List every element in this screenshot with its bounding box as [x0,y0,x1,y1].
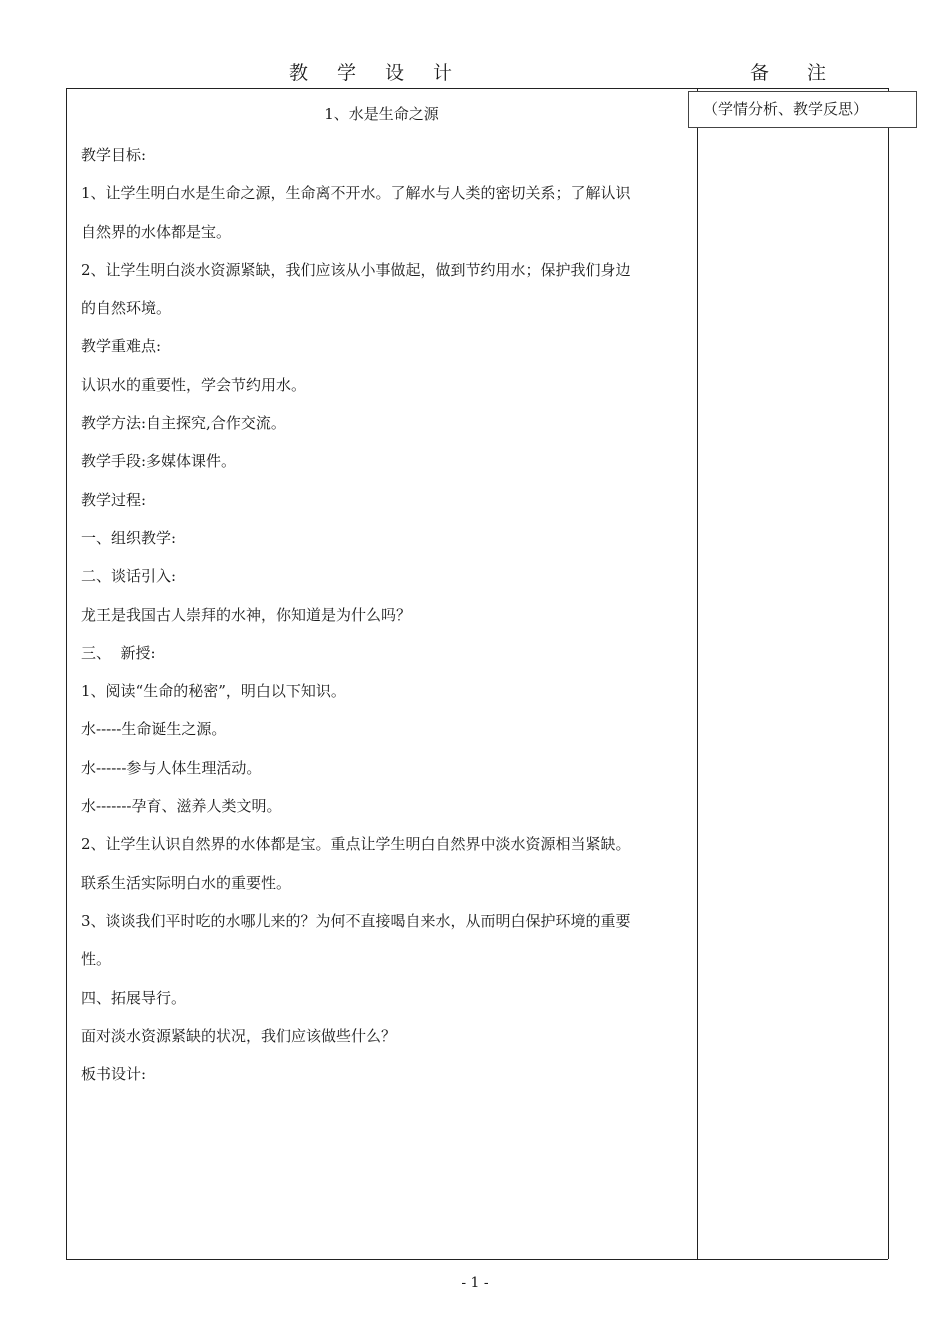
lesson-content [81,136,691,1093]
table-right-border [888,88,889,1259]
table-top-border [66,88,888,89]
content-line: 性。 [81,950,112,969]
content-line: 面对淡水资源紧缺的状况，我们应该做些什么？ [81,1026,397,1045]
content-line: 水-------孕育、滋养人类文明。 [81,797,282,816]
content-line: 教学过程: [81,490,147,509]
content-line: 1、阅读“生命的秘密”，明白以下知识。 [81,682,346,701]
content-line: 教学目标: [81,146,147,164]
table-left-border [66,88,67,1259]
content-line: 龙王是我国古人崇拜的水神，你知道是为什么吗？ [81,605,412,624]
content-line: 一、组织教学: [81,528,177,547]
content-line: 水------参与人体生理活动。 [81,758,262,777]
table-bottom-border [66,1259,888,1260]
page-number: - 1 - [461,1275,489,1291]
content-line: 二、谈话引入: [81,567,177,586]
content-line: 教学手段:多媒体课件。 [81,452,237,471]
header-teaching-design: 教学设计 [289,62,482,84]
content-line: 3、谈谈我们平时吃的水哪儿来的？为何不直接喝自来水，从而明白保护环境的重要 [81,911,631,930]
content-line: 的自然环境。 [81,299,172,318]
content-line: 教学方法:自主探究,合作交流。 [81,414,286,433]
content-line: 教学重难点: [81,337,162,356]
content-line: 自然界的水体都是宝。 [81,222,232,241]
content-line: 1、让学生明白水是生命之源，生命离不开水。了解水与人类的密切关系；了解认识 [81,184,631,203]
table-column-divider [697,88,698,1259]
content-line: 认识水的重要性，学会节约用水。 [81,375,307,394]
content-line: 联系生活实际明白水的重要性。 [81,873,292,892]
content-line: 2、让学生明白淡水资源紧缺，我们应该从小事做起，做到节约用水；保护我们身边 [81,260,631,279]
content-line: 四、拓展导行。 [81,988,187,1007]
content-line: 2、让学生认识自然界的水体都是宝。重点让学生明白自然界中淡水资源相当紧缺。 [81,835,631,854]
header-remarks: 备注 [750,62,865,84]
content-line: 水-----生命诞生之源。 [81,720,227,739]
content-line: 三、 新授: [81,643,156,662]
remarks-label-box: （学情分析、教学反思） [688,91,917,128]
content-line: 板书设计: [81,1065,147,1084]
lesson-title: 1、水是生命之源 [324,105,439,123]
